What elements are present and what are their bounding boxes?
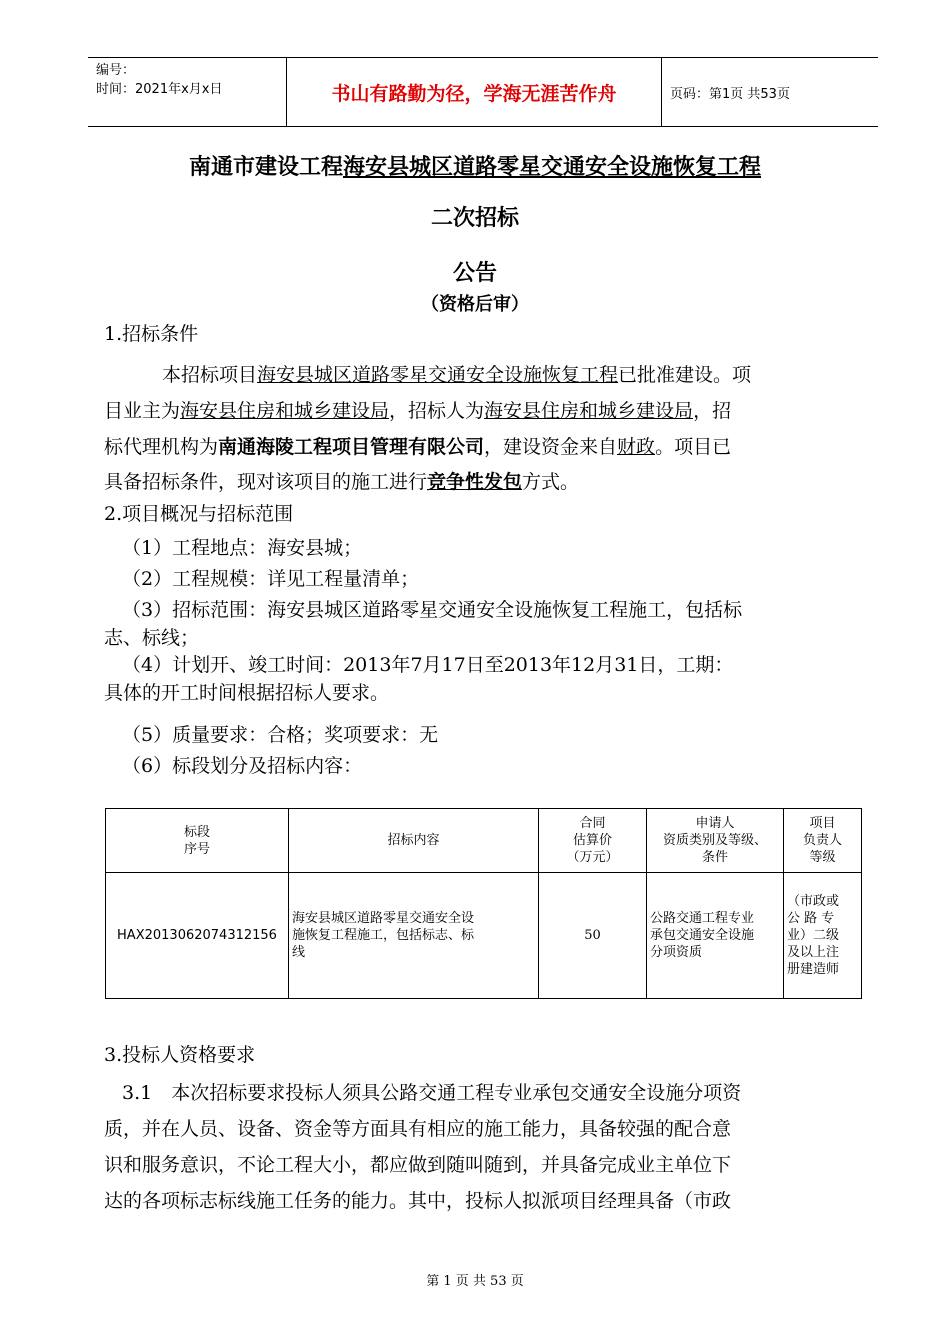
section2-item1: （1）工程地点：海安县城； bbox=[122, 537, 363, 559]
header-cell-section: 标段 序号 bbox=[106, 809, 289, 873]
time-label: 时间：2021年x月x日 bbox=[96, 82, 223, 97]
section3-para-line3: 识和服务意识，不论工程大小，都应做到随叫随到，并具备完成业主单位下 bbox=[104, 1154, 732, 1176]
section3-para-line1: 3.1 本次招标要求投标人须具公路交通工程专业承包交通安全设施分项资 bbox=[122, 1082, 742, 1104]
header-cell-qualification: 申请人 资质类别及等级、 条件 bbox=[647, 809, 784, 873]
section1-line1: 本招标项目海安县城区道路零星交通安全设施恢复工程已批准建设。项 bbox=[162, 364, 752, 386]
table-row bbox=[106, 873, 862, 999]
bid-section-table bbox=[105, 808, 862, 999]
section3-heading: 3.投标人资格要求 bbox=[104, 1044, 256, 1066]
header-cell-manager: 项目 负责人 等级 bbox=[784, 809, 862, 873]
section3-para-line4: 达的各项标志标线施工任务的能力。其中，投标人拟派项目经理具备（市政 bbox=[104, 1190, 732, 1212]
section2-item3b: 志、标线； bbox=[104, 627, 200, 649]
header-page-label: 页码：第1页 共53页 bbox=[670, 86, 790, 102]
section2-item3a: （3）招标范围：海安县城区道路零星交通安全设施恢复工程施工，包括标 bbox=[122, 599, 743, 621]
section1-heading: 1.招标条件 bbox=[104, 323, 199, 345]
page-header bbox=[88, 57, 878, 127]
section2-item5: （5）质量要求：合格；奖项要求：无 bbox=[122, 724, 439, 746]
number-label: 编号： bbox=[96, 63, 136, 78]
cell-manager-grade: （市政或 公 路 专 业）二级 及以上注 册建造师 bbox=[784, 873, 862, 999]
doc-announcement: 公告 bbox=[452, 260, 497, 286]
section2-heading: 2.项目概况与招标范围 bbox=[104, 503, 294, 525]
section2-item4b: 具体的开工时间根据招标人要求。 bbox=[104, 682, 390, 704]
title-project: 海安县城区道路零星交通安全设施恢复工程 bbox=[343, 154, 762, 180]
section1-line4: 具备招标条件，现对该项目的施工进行竞争性发包方式。 bbox=[104, 471, 580, 493]
header-motto: 书山有路勤为径，学海无涯苦作舟 bbox=[287, 58, 662, 126]
section1-line2: 目业主为海安县住房和城乡建设局，招标人为海安县住房和城乡建设局，招 bbox=[104, 400, 732, 422]
title-part1: 南通市建设工程 bbox=[188, 154, 343, 180]
doc-review-type: （资格后审） bbox=[421, 294, 529, 315]
section3-para-line2: 质，并在人员、设备、资金等方面具有相应的施工能力，具备较强的配合意 bbox=[104, 1118, 732, 1140]
header-cell-content: 招标内容 bbox=[289, 809, 539, 873]
doc-subtitle: 二次招标 bbox=[430, 205, 519, 231]
section1-line3: 标代理机构为南通海陵工程项目管理有限公司，建设资金来自财政。项目已 bbox=[104, 436, 732, 458]
doc-title bbox=[0, 150, 950, 181]
section2-item4a: （4）计划开、竣工时间：2013年7月17日至2013年12月31日，工期： bbox=[122, 654, 734, 676]
table-header-row bbox=[106, 809, 862, 873]
cell-qualification: 公路交通工程专业 承包交通安全设施 分项资质 bbox=[647, 873, 784, 999]
page-footer: 第 1 页 共 53 页 bbox=[426, 1274, 524, 1289]
section2-item2: （2）工程规模：详见工程量清单； bbox=[122, 568, 420, 590]
cell-content: 海安县城区道路零星交通安全设 施恢复工程施工，包括标志、标 线 bbox=[289, 873, 539, 999]
header-meta bbox=[88, 58, 287, 126]
cell-price: 50 bbox=[539, 873, 647, 999]
header-cell-price: 合同 估算价 （万元） bbox=[539, 809, 647, 873]
cell-section-no: HAX2013062074312156 bbox=[106, 873, 289, 999]
section2-item6: （6）标段划分及招标内容： bbox=[122, 755, 363, 777]
